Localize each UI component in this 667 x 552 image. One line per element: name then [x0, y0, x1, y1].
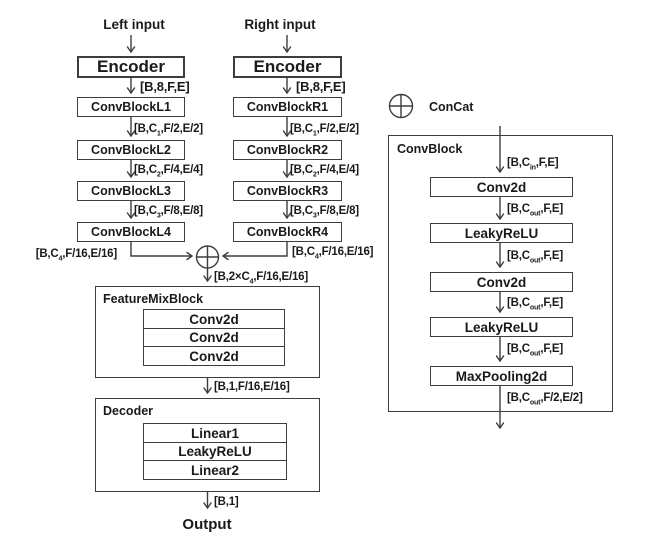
tensor-label: $[B,C_1,F/2,E/2]$: [290, 123, 359, 138]
layer-box: Conv2d: [143, 346, 285, 366]
detail-conv2d-2-box: Conv2d: [430, 272, 573, 292]
feature-mix-block-title: FeatureMixBlock: [103, 292, 204, 306]
detail-leakyrelu-2-box: LeakyReLU: [430, 317, 573, 337]
tensor-label: [B,1,F/16,E/16]: [214, 381, 290, 393]
tensor-label: $[B,C_4,F/16,E/16]$: [292, 246, 374, 261]
layer-box: Conv2d: [143, 309, 285, 329]
output-label: Output: [182, 516, 232, 533]
tensor-label: $[B,C_{out},F,E]$: [507, 297, 563, 312]
convblock-r4-box: ConvBlockR4: [233, 222, 342, 242]
convblock-l2-box: ConvBlockL2: [77, 140, 185, 160]
convblock-r3-box: ConvBlockR3: [233, 181, 342, 201]
tensor-label: $[B,2\times C_4,F/16,E/16]$: [214, 271, 309, 286]
tensor-label: $[B,C_2,F/4,E/4]$: [134, 164, 203, 179]
decoder-layers: [143, 423, 287, 480]
tensor-label: $[B,C_{out},F,E]$: [507, 203, 563, 218]
convblock-r1-box: ConvBlockR1: [233, 97, 342, 117]
convblock-detail-title: ConvBlock: [397, 142, 463, 156]
tensor-label: $[B,C_1,F/2,E/2]$: [134, 123, 203, 138]
tensor-label: $[B,C_{out},F,E]$: [507, 250, 563, 265]
left-input-label: Left input: [103, 17, 165, 32]
decoder-title: Decoder: [103, 404, 154, 418]
convblock-l4-box: ConvBlockL4: [77, 222, 185, 242]
layer-box: LeakyReLU: [143, 442, 287, 462]
tensor-label: $[B,C_{out},F/2,E/2]$: [507, 392, 583, 407]
detail-conv2d-1-box: Conv2d: [430, 177, 573, 197]
feature-mix-layers: [143, 309, 285, 366]
tensor-label: [B,8,F,E]: [296, 79, 346, 94]
tensor-label: $[B,C_{in},F,E]$: [507, 157, 559, 172]
tensor-label: $[B,C_3,F/8,E/8]$: [290, 205, 359, 220]
encoder-left-box: Encoder: [77, 56, 185, 78]
concat-merge-icon: [197, 246, 219, 268]
detail-leakyrelu-1-box: LeakyReLU: [430, 223, 573, 243]
tensor-label: $[B,C_2,F/4,E/4]$: [290, 164, 359, 179]
tensor-label: [B,8,F,E]: [140, 79, 190, 94]
layer-box: Conv2d: [143, 328, 285, 348]
tensor-label: $[B,C_3,F/8,E/8]$: [134, 205, 203, 220]
encoder-right-box: Encoder: [233, 56, 342, 78]
convblock-l1-box: ConvBlockL1: [77, 97, 185, 117]
convblock-r2-box: ConvBlockR2: [233, 140, 342, 160]
concat-legend-icon: [390, 95, 413, 118]
layer-box: Linear2: [143, 460, 287, 480]
right-input-label: Right input: [244, 17, 316, 32]
tensor-label: $[B,C_4,F/16,E/16]$: [35, 248, 117, 263]
layer-box: Linear1: [143, 423, 287, 443]
concat-legend-label: ConCat: [429, 100, 474, 114]
tensor-label: $[B,C_{out},F,E]$: [507, 343, 563, 358]
tensor-label: [B,1]: [214, 496, 239, 508]
detail-maxpooling2d-box: MaxPooling2d: [430, 366, 573, 386]
convblock-l3-box: ConvBlockL3: [77, 181, 185, 201]
